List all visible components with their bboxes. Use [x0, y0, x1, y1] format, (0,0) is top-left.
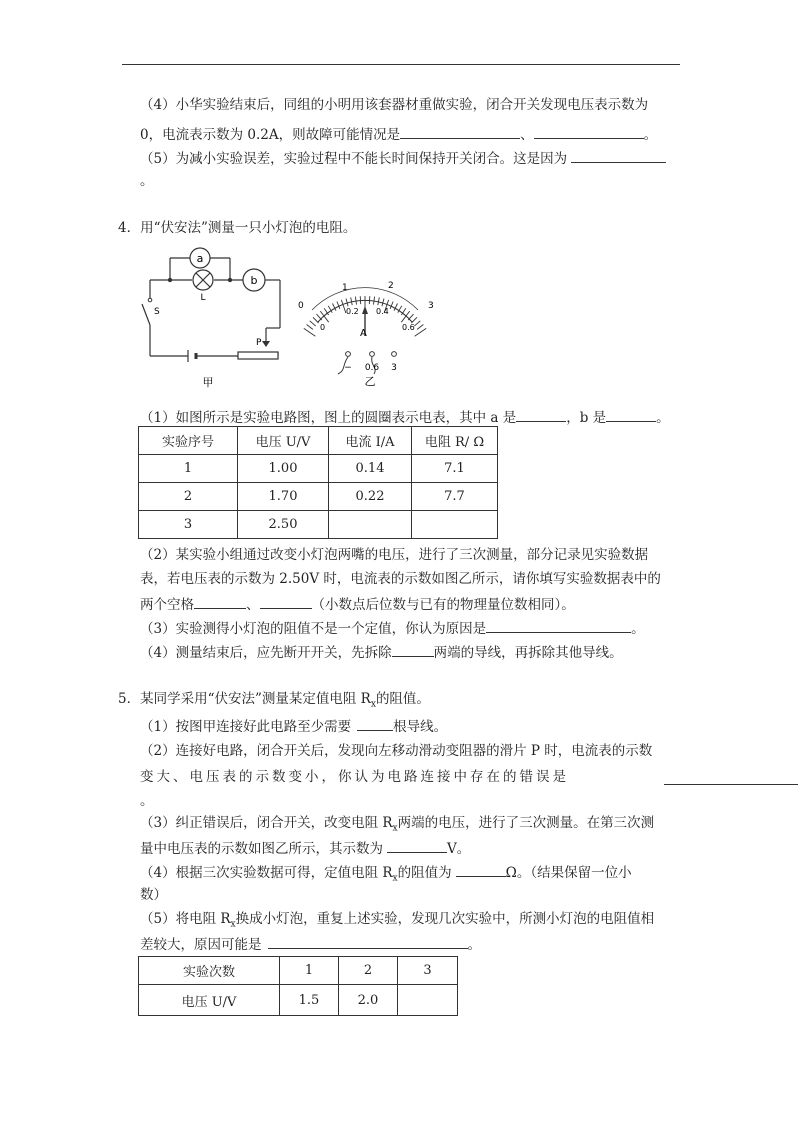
q5-part2-line2: 变大、电压表的示数变小，你认为电路连接中存在的错误是	[140, 769, 569, 785]
q4-part2-line2: 表，若电压表的示数为 2.50V 时，电流表的示数如图乙所示，请你填写实验数据表中的	[140, 571, 661, 587]
table-header: 实验序号	[139, 427, 238, 455]
q4-part4: （4）测量结束后，应先断开开关，先拆除 两端的导线，再拆除其他导线。	[140, 642, 623, 662]
answer-blank[interactable]	[260, 594, 312, 609]
table-cell-empty[interactable]	[329, 511, 412, 539]
table-cell: 1.70	[238, 483, 329, 511]
switch-label: S	[154, 307, 160, 317]
dial-tick	[414, 321, 420, 326]
q5-part2-line1: （2）连接好电路，闭合开关后，发现向左移动滑动变阻器的滑片 P 时，电流表的示数	[140, 743, 653, 759]
table-header: 实验次数	[139, 957, 280, 985]
table-cell: 2	[139, 483, 238, 511]
q4-part1: （1）如图所示是实验电路图，图上的圆圈表示电表，其中 a 是 ，b 是 。	[140, 407, 670, 427]
answer-blank[interactable]	[606, 407, 656, 422]
answer-blank[interactable]	[486, 618, 631, 633]
table-cell: 1.5	[280, 985, 339, 1016]
scale-top-3: 3	[428, 301, 434, 311]
q5-part1: （1）按图甲连接好此电路至少需要 根导线。	[140, 716, 447, 736]
meter-b-label: b	[250, 274, 258, 287]
table-cell: 7.1	[412, 455, 498, 483]
table-cell: 1.00	[238, 455, 329, 483]
q5-part5-line1: （5）将电阻 $R_x$换成小灯泡，重复上述实验，发现几次实验中，所测小灯泡的电阻值相	[140, 911, 655, 930]
table-header: 1	[280, 957, 339, 985]
figure-caption-jia: 甲	[202, 376, 214, 389]
table-header: 2	[339, 957, 398, 985]
meter-a-label: a	[196, 252, 204, 265]
answer-blank[interactable]	[664, 770, 798, 785]
table-header: 电流 I/A	[329, 427, 412, 455]
q3-part4-line2: 0，电流表示数为 0.2A，则故障可能情况是 、 。	[140, 124, 657, 144]
q5-part2-line3: 。	[140, 793, 154, 809]
terminal-negative: −	[344, 363, 352, 373]
scale-top-2: 2	[388, 281, 394, 291]
terminal-3: 3	[391, 363, 397, 373]
answer-blank[interactable]	[387, 838, 447, 853]
ammeter-dial	[290, 270, 440, 388]
table-row	[139, 985, 458, 1016]
scale-top-0: 0	[298, 301, 304, 311]
lamp-label: L	[200, 293, 206, 303]
table-row	[139, 511, 498, 539]
answer-blank[interactable]	[392, 642, 434, 657]
table-cell: 2.50	[238, 511, 329, 539]
terminal-0.6: 0.6	[364, 363, 380, 373]
answer-blank[interactable]	[456, 862, 506, 877]
table-header: 3	[398, 957, 458, 985]
scale-bottom-0.4: 0.4	[376, 307, 389, 316]
header-rule	[122, 64, 680, 65]
q3-part5-line1: （5）为减小实验误差，实验过程中不能长时间保持开关闭合。这是因为	[140, 148, 666, 168]
answer-blank[interactable]	[571, 148, 666, 163]
answer-blank[interactable]	[268, 934, 468, 949]
answer-blank[interactable]	[194, 594, 246, 609]
q3-part5-line2: 。	[140, 173, 154, 189]
table-header: 电阻 R/ Ω	[412, 427, 498, 455]
table-cell-empty[interactable]	[398, 985, 458, 1016]
table-row	[139, 455, 498, 483]
table-cell: 7.7	[412, 483, 498, 511]
q4-data-table	[138, 426, 498, 539]
q5-part3-line1: （3）纠正错误后，闭合开关，改变电阻 $R_x$两端的电压，进行了三次测量。在第三次测	[140, 815, 655, 834]
table-cell: 电压 U/V	[139, 985, 280, 1016]
dial-tick	[390, 302, 393, 309]
q5-part3-line2: 量中电压表的示数如图乙所示，其示数为 V。	[140, 838, 470, 858]
table-cell-empty[interactable]	[412, 511, 498, 539]
table-cell: 0.22	[329, 483, 412, 511]
scale-bottom-0.2: 0.2	[346, 307, 359, 316]
q5-part4-line2: 数）	[140, 887, 167, 903]
q5-part4-line1: （4）根据三次实验数据可得，定值电阻 $R_x$的阻值为 Ω。（结果保留一位小	[140, 862, 632, 888]
dial-tick	[417, 325, 423, 330]
ammeter-unit: A	[360, 328, 367, 339]
q4-part3: （3）实验测得小灯泡的阻值不是一个定值，你认为原因是 。	[140, 618, 645, 638]
q4-part2-line1: （2）某实验小组通过改变小灯泡两嘴的电压，进行了三次测量，部分记录见实验数据	[140, 547, 649, 563]
q3-part4-line1: （4）小华实验结束后，同组的小明用该套器材重做实验，闭合开关发现电压表示数为	[140, 97, 649, 113]
answer-blank[interactable]	[400, 124, 520, 139]
dial-tick	[313, 317, 319, 323]
answer-blank[interactable]	[357, 716, 393, 731]
q4-part2-line3: 两个空格 、 （小数点后位数与已有的物理量位数相同）。	[140, 594, 575, 614]
scale-top-1: 1	[342, 283, 348, 293]
table-cell: 3	[139, 511, 238, 539]
q5-title: 5．某同学采用“伏安法”测量某定值电阻 $R_x$的阻值。	[118, 691, 430, 710]
dial-tick	[310, 321, 316, 326]
table-cell: 0.14	[329, 455, 412, 483]
table-row	[139, 483, 498, 511]
slider-label: P	[256, 338, 262, 348]
table-cell: 2.0	[339, 985, 398, 1016]
q4-title: 4．用“伏安法”测量一只小灯泡的电阻。	[118, 220, 357, 236]
figure-caption-yi: 乙	[364, 375, 376, 388]
dial-tick	[415, 328, 427, 336]
dial-tick	[304, 328, 316, 336]
scale-bottom-0.6: 0.6	[402, 323, 415, 332]
answer-blank[interactable]	[534, 124, 644, 139]
table-cell: 1	[139, 455, 238, 483]
dial-tick	[337, 302, 340, 309]
dial-tick	[307, 325, 313, 330]
table-header: 电压 U/V	[238, 427, 329, 455]
q5-part5-line2: 差较大，原因可能是 。	[140, 934, 481, 954]
q5-data-table	[138, 956, 458, 1016]
scale-bottom-0: 0	[320, 323, 326, 332]
circuit-diagram	[140, 240, 290, 390]
answer-blank[interactable]	[516, 407, 566, 422]
